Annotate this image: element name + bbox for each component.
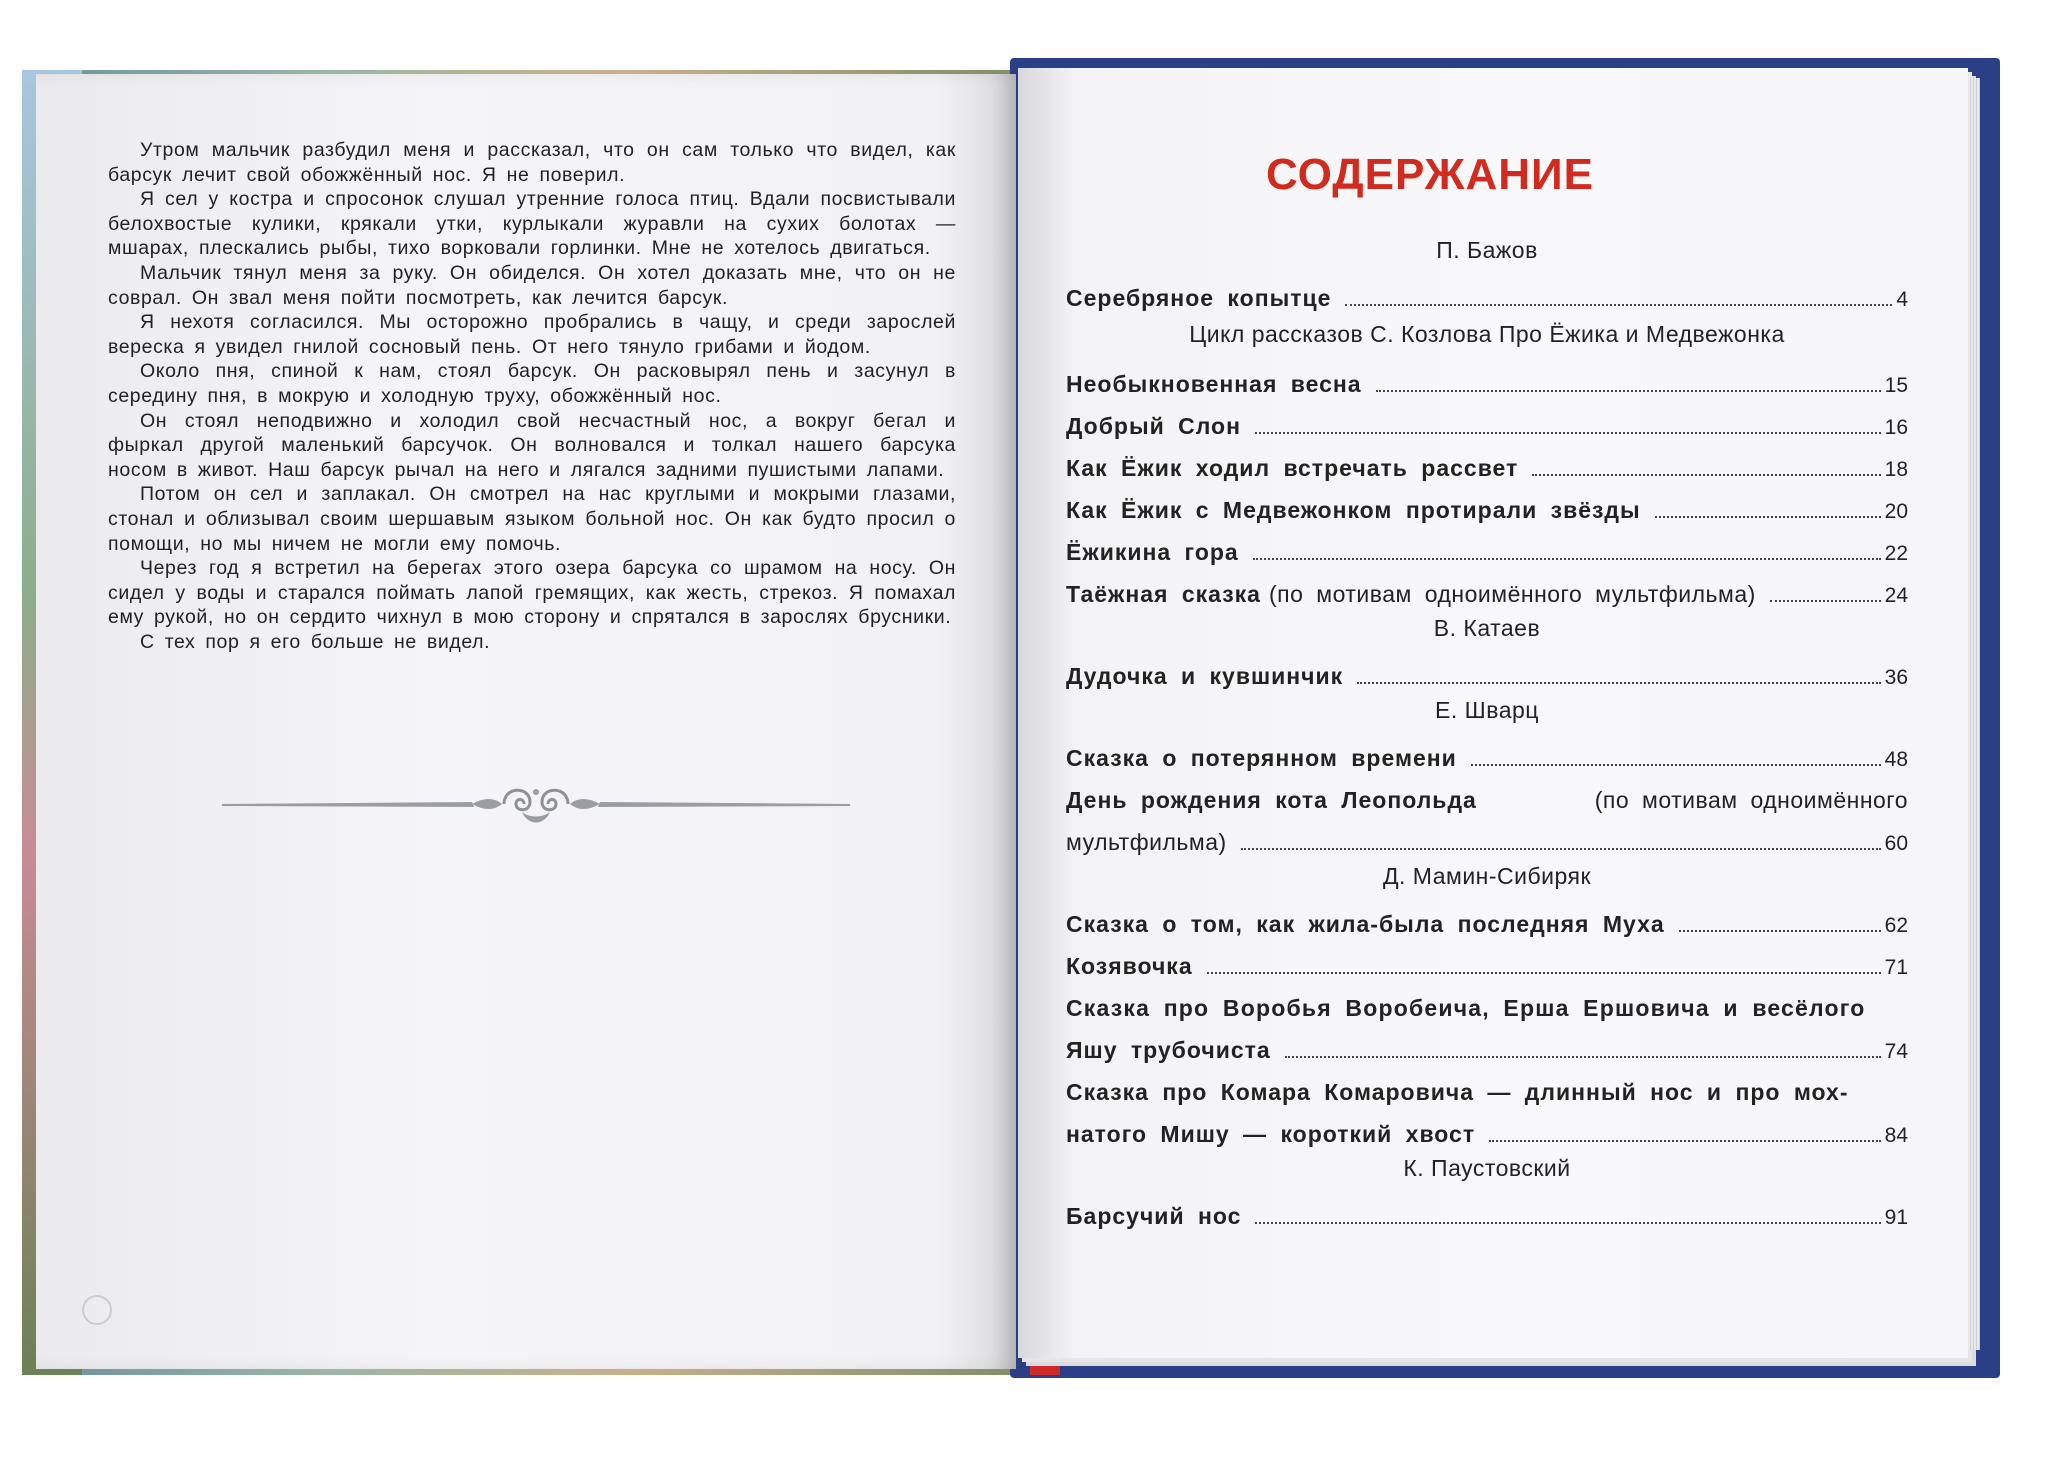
- table-of-contents: [1066, 230, 1908, 1230]
- story-paragraph: Через год я встретил на берегах этого озера барсука со шрамом на носу. Он сидел у воды и старался поймать лапой гремящих, как жесть, стрекоз. Я помахал ему рукой, но он сердито чихнул в мою сторону и спрятался в зарослях брусники.: [108, 557, 956, 629]
- toc-entry[interactable]: Ёжикина гора 22: [1066, 539, 1908, 565]
- toc-entry[interactable]: Необыкновенная весна 15: [1066, 371, 1908, 397]
- story-paragraph: Утром мальчик разбудил меня и рассказал, что он сам только что видел, как барсук лечит свой обожжённый нос. Я не поверил.: [108, 139, 956, 186]
- toc-entry[interactable]: Как Ёжик с Медвежонком протирали звёзды 20: [1066, 497, 1908, 523]
- toc-author: К. Паустовский: [1403, 1155, 1571, 1181]
- toc-author: Е. Шварц: [1435, 697, 1539, 723]
- toc-entry[interactable]: Сказка о том, как жила-была последняя Муха 62: [1066, 911, 1908, 937]
- toc-entry[interactable]: Серебряное копытце 4: [1066, 285, 1908, 311]
- toc-entry[interactable]: Дудочка и кувшинчик 36: [1066, 663, 1908, 689]
- toc-author: Д. Мамин-Сибиряк: [1382, 863, 1592, 889]
- story-paragraph: Мальчик тянул меня за руку. Он обиделся. Он хотел доказать мне, что он не соврал. Он звал меня пойти посмотреть, как лечится барсук.: [108, 261, 956, 309]
- story-paragraph: Около пня, спиной к нам, стоял барсук. Он расковырял пень и засунул в середину пня, в мокрую и холодную труху, обожжённый нос.: [108, 360, 956, 407]
- toc-entry[interactable]: Барсучий нос 91: [1066, 1203, 1908, 1229]
- toc-title: СОДЕРЖАНИЕ: [1265, 150, 1595, 199]
- toc-entry[interactable]: Козявочка 71: [1066, 953, 1908, 979]
- toc-entry[interactable]: Сказка про Комара Комаровича — длинный нос и про мох- натого Мишу — короткий хвост 84: [1066, 1079, 1908, 1147]
- toc-entry[interactable]: День рождения кота Леопольда (по мотивам одноимённого мультфильма) 60: [1066, 787, 1908, 855]
- toc-author: В. Катаев: [1433, 615, 1541, 641]
- page-edges: [1968, 78, 1980, 1350]
- story-paragraph: С тех пор я его больше не видел.: [140, 630, 491, 653]
- toc-author: П. Бажов: [1436, 237, 1538, 263]
- story-paragraph: Я сел у костра и спросонок слушал утренние голоса птиц. Вдали посвистывали белохвостые кулики, крякали утки, курлыкали журавли на сухих болотах — мшарах, плескались рыбы, тихо ворковали горлинки. Мне не хотелось двигаться.: [108, 188, 956, 260]
- ornament-divider: [222, 782, 850, 832]
- story-paragraph: Он стоял неподвижно и холодил свой несчастный нос, а вокруг бегал и фыркал другой маленький барсучок. Он волновался и толкал нашего барсука носом в живот. Наш барсук рычал на него и лягался задними пушистыми лапами.: [108, 409, 956, 481]
- toc-entry[interactable]: Сказка про Воробья Воробеича, Ерша Ершовича и весёлого Яшу трубочиста 74: [1066, 995, 1908, 1063]
- toc-entry[interactable]: Сказка о потерянном времени 48: [1066, 745, 1908, 771]
- page-number-badge: [82, 1295, 112, 1325]
- story-text: [108, 138, 956, 654]
- toc-cycle-heading: Цикл рассказов С. Козлова Про Ёжика и Медвежонка: [1189, 321, 1785, 347]
- toc-entry[interactable]: Таёжная сказка (по мотивам одноимённого мультфильма) 24: [1066, 581, 1908, 607]
- toc-entry[interactable]: Как Ёжик ходил встречать рассвет 18: [1066, 455, 1908, 481]
- toc-entry[interactable]: Добрый Слон 16: [1066, 413, 1908, 439]
- story-paragraph: Я нехотя согласился. Мы осторожно пробрались в чащу, и среди зарослей вереска я увидел гнилой сосновый пень. От него тянуло грибами и йодом.: [108, 311, 956, 358]
- story-paragraph: Потом он сел и заплакал. Он смотрел на нас круглыми и мокрыми глазами, стонал и облизывал своим шершавым языком больной нос. Он как будто просил о помощи, но мы ничем не могли ему помочь.: [108, 483, 956, 555]
